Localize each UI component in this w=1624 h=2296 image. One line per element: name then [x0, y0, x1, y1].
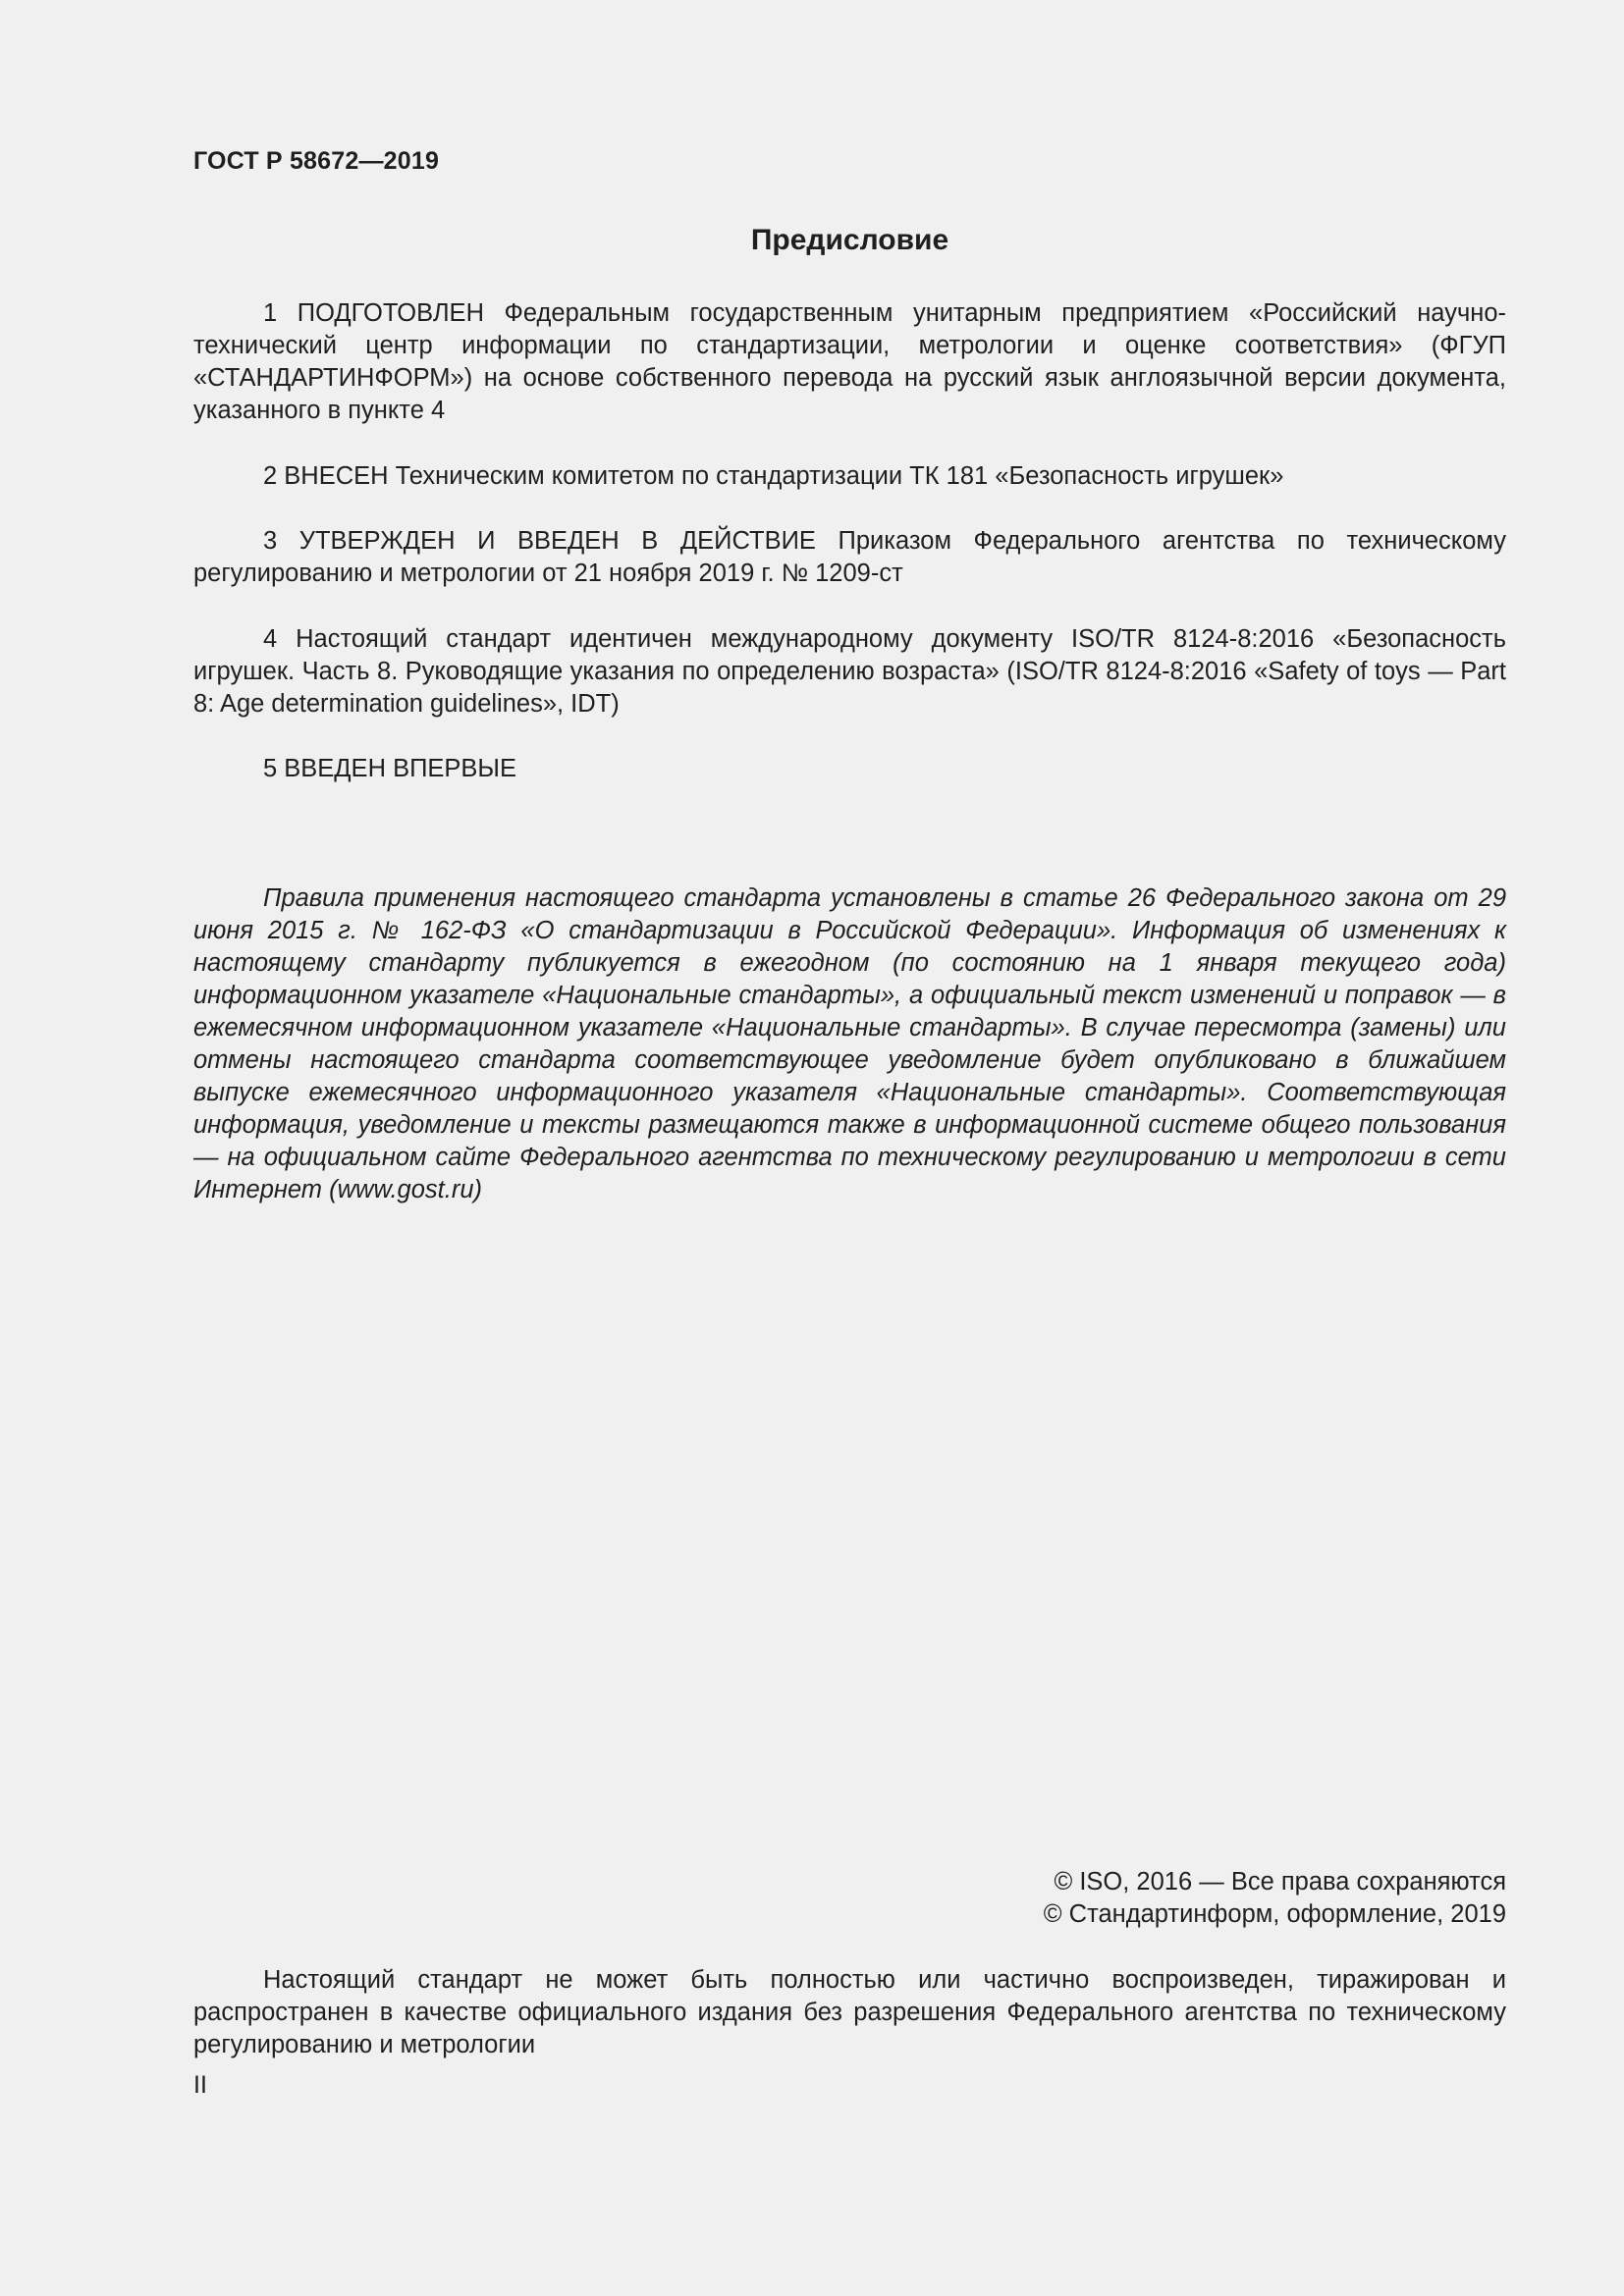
reproduction-notice-text: Настоящий стандарт не может быть полностью или частично воспроизведен, тиражирован и распространен в качестве официального издания без разрешения Федерального агентства по техническому регулированию и метрологии: [193, 1966, 1506, 2058]
rules-note-text: Правила применения настоящего стандарта установлены в статье 26 Федерального закона от 29 июня 2015 г. № 162-ФЗ «О стандартизации в Российской Федерации». Информация об изменениях к настоящему стандарту публикуется в ежегодном (по состоянию на 1 января текущего года) информационном указателе «Национальные стандарты», а официальный текст изменений и поправок — в ежемесячном информационном указателе «Национальные стандарты». В случае пересмотра (замены) или отмены настоящего стандарта соответствующее уведомление будет опубликовано в ближайшем выпуске ежемесячного информационного указателя «Национальные стандарты». Соответствующая информация, уведомление и тексты размещаются также в информационной системе общего пользования — на официальном сайте Федерального агентства по техническому регулированию и метрологии в сети Интернет (www.gost.ru): [193, 884, 1506, 1203]
rules-note: [193, 882, 1506, 1206]
copyright-standartinform: © Стандартинформ, оформление, 2019: [1043, 1900, 1506, 1928]
paragraph-approved: [193, 525, 1506, 590]
copyright-block: [193, 1866, 1506, 1931]
paragraph-identical: [193, 623, 1506, 721]
reproduction-notice: [193, 1964, 1506, 2061]
paragraph-prepared: [193, 297, 1506, 427]
page-title: Предисловие: [750, 224, 949, 256]
copyright-iso: © ISO, 2016 — Все права сохраняются: [1054, 1868, 1506, 1896]
paragraph-text: 3 УТВЕРЖДЕН И ВВЕДЕН В ДЕЙСТВИЕ Приказом Федерального агентства по техническому регулированию и метрологии от 21 ноября 2019 г. № 1209-ст: [193, 527, 1506, 587]
paragraph-text: 1 ПОДГОТОВЛЕН Федеральным государственным унитарным предприятием «Российский научно-технический центр информации по стандартизации, метрологии и оценке соответствия» (ФГУП «СТАНДАРТИНФОРМ») на основе собственного перевода на русский язык англоязычной версии документа, указанного в пункте 4: [193, 299, 1506, 424]
page-number: II: [193, 2071, 207, 2099]
standard-code: ГОСТ Р 58672—2019: [193, 147, 440, 175]
paragraph-introduced: [193, 753, 1506, 785]
paragraph-text: 2 ВНЕСЕН Техническим комитетом по стандартизации ТК 181 «Безопасность игрушек»: [263, 462, 1284, 490]
paragraph-text: 5 ВВЕДЕН ВПЕРВЫЕ: [263, 755, 517, 782]
paragraph-submitted: [193, 460, 1506, 493]
paragraph-text: 4 Настоящий стандарт идентичен международному документу ISO/TR 8124-8:2016 «Безопасность игрушек. Часть 8. Руководящие указания по определению возраста» (ISO/TR 8124-8:2016 «Safety of toys — Part 8: Age determination guidelines», IDT): [193, 625, 1506, 718]
